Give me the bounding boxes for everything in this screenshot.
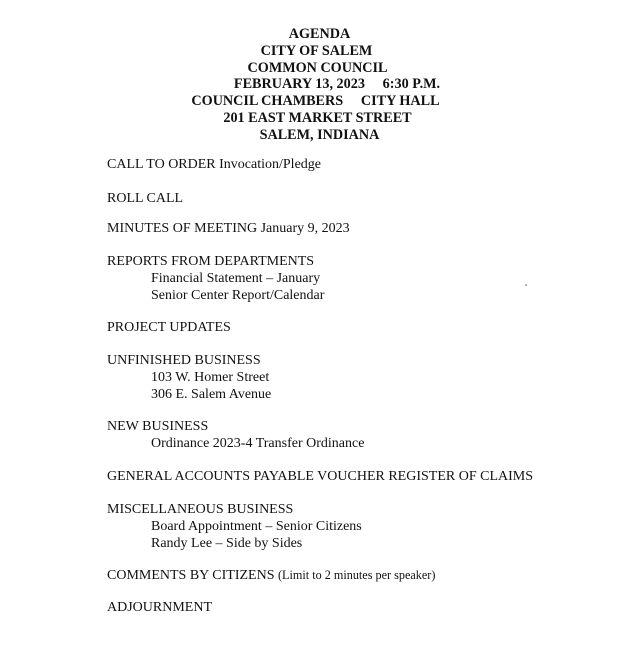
call-to-order: CALL TO ORDER Invocation/Pledge [107,157,321,172]
minutes-of-meeting: MINUTES OF MEETING January 9, 2023 [107,221,350,236]
header-location: COUNCIL CHAMBERS CITY HALL [191,93,440,110]
header-city: CITY OF SALEM [260,42,373,59]
roll-call: ROLL CALL [107,191,184,206]
general-accounts: GENERAL ACCOUNTS PAYABLE VOUCHER REGISTER OF CLAIMS [107,469,534,484]
agenda-header [0,26,631,144]
misc-item: Board Appointment – Senior Citizens [151,519,362,534]
new-business-section [107,418,364,452]
project-updates: PROJECT UPDATES [107,320,231,335]
unfinished-item: 103 W. Homer Street [151,370,270,385]
adjournment: ADJOURNMENT [107,600,212,615]
unfinished-section [107,352,271,403]
reports-item: Financial Statement – January [151,271,321,286]
header-city-state: SALEM, INDIANA [259,126,380,143]
misc-title: MISCELLANEOUS BUSINESS [107,502,294,517]
reports-item: Senior Center Report/Calendar [151,288,325,303]
scan-speck [525,284,527,286]
header-street: 201 EAST MARKET STREET [223,109,412,126]
new-business-item: Ordinance 2023-4 Transfer Ordinance [151,436,365,451]
unfinished-title: UNFINISHED BUSINESS [107,353,261,368]
header-body: COMMON COUNCIL [247,59,388,76]
reports-title: REPORTS FROM DEPARTMENTS [107,254,315,269]
comments-title: COMMENTS BY CITIZENS [107,568,275,583]
misc-item: Randy Lee – Side by Sides [151,536,303,551]
new-business-title: NEW BUSINESS [107,419,209,434]
header-title: AGENDA [288,26,351,42]
header-date-time: FEBRUARY 13, 2023 6:30 P.M. [233,76,441,93]
comments-note: (Limit to 2 minutes per speaker) [278,568,436,582]
unfinished-item: 306 E. Salem Avenue [151,387,272,402]
misc-section [107,501,362,552]
comments-section [107,567,435,584]
reports-section [107,253,324,304]
